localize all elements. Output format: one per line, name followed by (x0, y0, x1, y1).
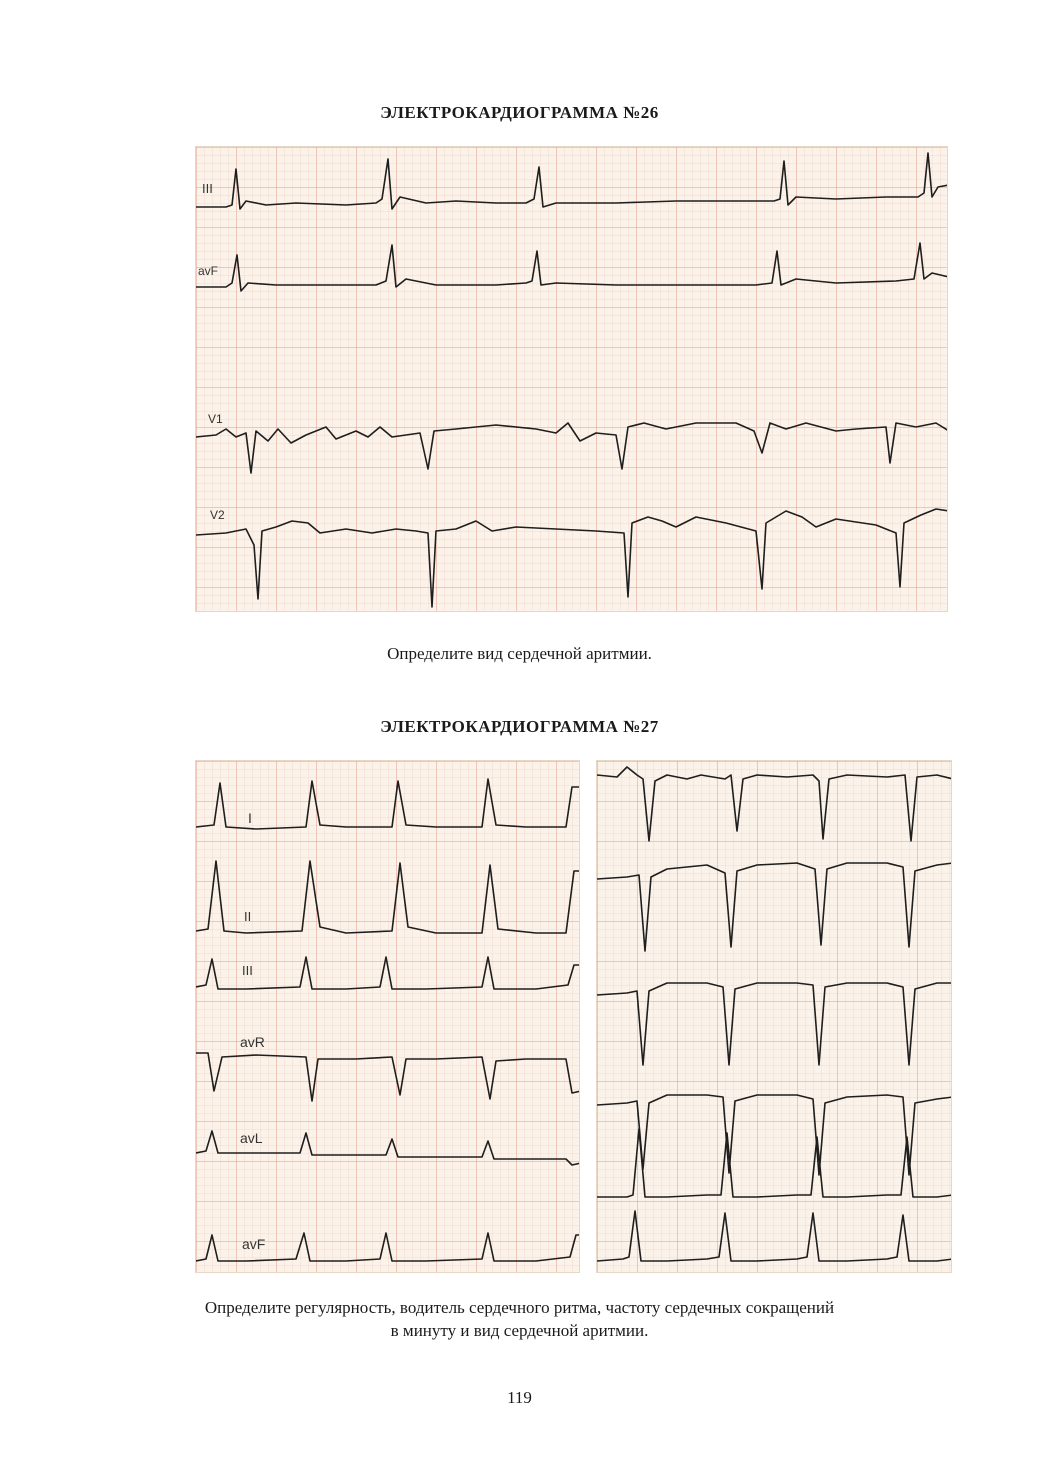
ecg27-question-line1: Определите регулярность, водитель сердечного ритма, частоту сердечных сокращений (204, 1298, 835, 1317)
lead-label-avf: avF (242, 1236, 266, 1252)
ecg27-limb-leads-strip (195, 760, 580, 1273)
lead-label-v1: V1 (208, 412, 223, 426)
lead-label-avf: avF (198, 264, 219, 278)
ecg27-chest-leads-strip (596, 760, 952, 1273)
lead-label-iii: III (242, 963, 253, 978)
lead-label-iii: III (202, 181, 213, 196)
ecg27-question-line2: в минуту и вид сердечной аритмии. (390, 1321, 649, 1340)
ecg27-grid-right (597, 761, 952, 1273)
lead-label-v2: V2 (210, 508, 225, 522)
lead-label-avr: avR (240, 1034, 265, 1050)
ecg27-grid-left (196, 761, 580, 1273)
ecg27-title: ЭЛЕКТРОКАРДИОГРАММА №27 (380, 717, 659, 736)
ecg26-grid (196, 147, 948, 612)
lead-label-i: I (248, 810, 252, 826)
page-number: 119 (507, 1388, 532, 1407)
lead-label-ii: II (244, 909, 252, 924)
ecg26-strip (195, 146, 948, 612)
lead-label-avl: avL (240, 1130, 263, 1146)
ecg26-title: ЭЛЕКТРОКАРДИОГРАММА №26 (380, 103, 659, 122)
ecg26-question: Определите вид сердечной аритмии. (387, 644, 652, 663)
